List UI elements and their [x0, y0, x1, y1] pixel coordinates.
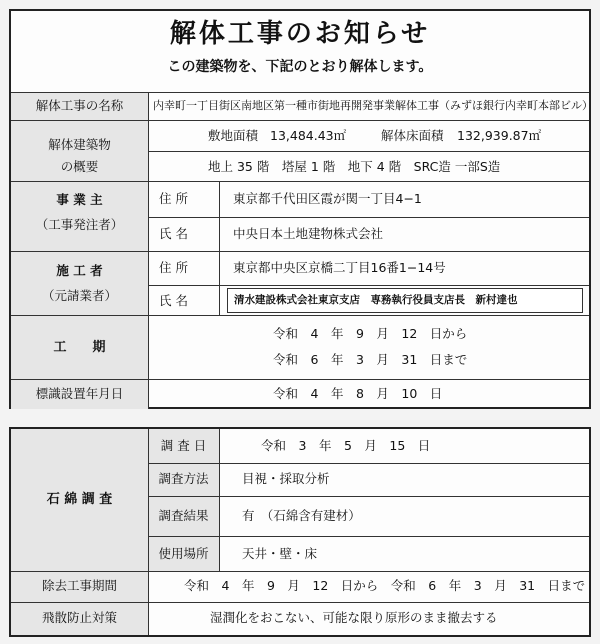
usage-location-value: 天井・壁・床: [242, 546, 318, 561]
owner-address-value: 東京都千代田区霞が関一丁目4−1: [233, 191, 422, 206]
contractor-address-label: 住 所: [159, 260, 188, 275]
sign-date-label: 標識設置年月日: [35, 386, 124, 401]
notice-title: 解体工事のお知らせ: [169, 19, 431, 49]
project-name-label: 解体工事の名称: [35, 98, 124, 113]
survey-date-value: 令和 3 年 5 月 15 日: [261, 438, 431, 453]
period-label: 工 期: [53, 340, 106, 355]
asbestos-board: [9, 427, 591, 637]
survey-date-label: 調 査 日: [160, 438, 207, 453]
contractor-label-line1: 施 工 者: [56, 263, 103, 278]
site-area-label: 敷地面積: [208, 128, 259, 143]
sign-date-value: 令和 4 年 8 月 10 日: [273, 386, 443, 401]
contractor-name-value: 清水建設株式会社東京支店 専務執行役員支店長 新村達也: [234, 294, 518, 306]
project-name-value: 内幸町一丁目街区南地区第一種市街地再開発事業解体工事（みずほ銀行内幸町本部ビル）: [153, 99, 593, 112]
contractor-label-line2: （元請業者）: [41, 288, 117, 303]
owner-address-label: 住 所: [159, 191, 188, 206]
contractor-address-value: 東京都中央区京橋二丁目16番1−14号: [233, 260, 446, 275]
owner-label-line2: （工事発注者）: [35, 217, 124, 232]
contractor-name-label: 氏 名: [159, 293, 188, 308]
site-area-value: 13,484.43㎡: [270, 128, 347, 143]
asbestos-label: 石 綿 調 査: [46, 492, 113, 507]
usage-location-label: 使用場所: [158, 546, 209, 561]
survey-method-label: 調査方法: [158, 471, 209, 486]
period-from: 令和 4 年 9 月 12 日から: [273, 326, 468, 341]
owner-name-value: 中央日本土地建物株式会社: [233, 226, 384, 241]
survey-method-value: 目視・採取分析: [242, 471, 330, 486]
prevention-label: 飛散防止対策: [41, 610, 117, 625]
notice-board: [9, 9, 591, 409]
floor-area-value: 132,939.87㎡: [457, 128, 542, 143]
removal-period-value: 令和 4 年 9 月 12 日から 令和 6 年 3 月 31 日まで: [184, 578, 586, 593]
survey-result-value: 有 （石綿含有建材）: [242, 508, 361, 523]
prevention-value: 湿潤化をおこない、可能な限り原形のまま撤去する: [210, 610, 498, 625]
notice-subtitle: この建築物を、下記のとおり解体します。: [167, 59, 433, 75]
building-label-line1: 解体建築物: [48, 137, 111, 152]
building-label-line2: の概要: [60, 159, 99, 174]
survey-result-label: 調査結果: [158, 508, 209, 523]
period-to: 令和 6 年 3 月 31 日まで: [273, 352, 468, 367]
owner-label-line1: 事 業 主: [56, 192, 103, 207]
structure-value: 地上 35 階 塔屋 1 階 地下 4 階 SRC造 一部S造: [208, 159, 501, 174]
floor-area-label: 解体床面積: [381, 128, 444, 143]
asbestos-label-column: [11, 429, 148, 635]
owner-name-label: 氏 名: [159, 226, 188, 241]
removal-period-label: 除去工事期間: [41, 578, 117, 593]
